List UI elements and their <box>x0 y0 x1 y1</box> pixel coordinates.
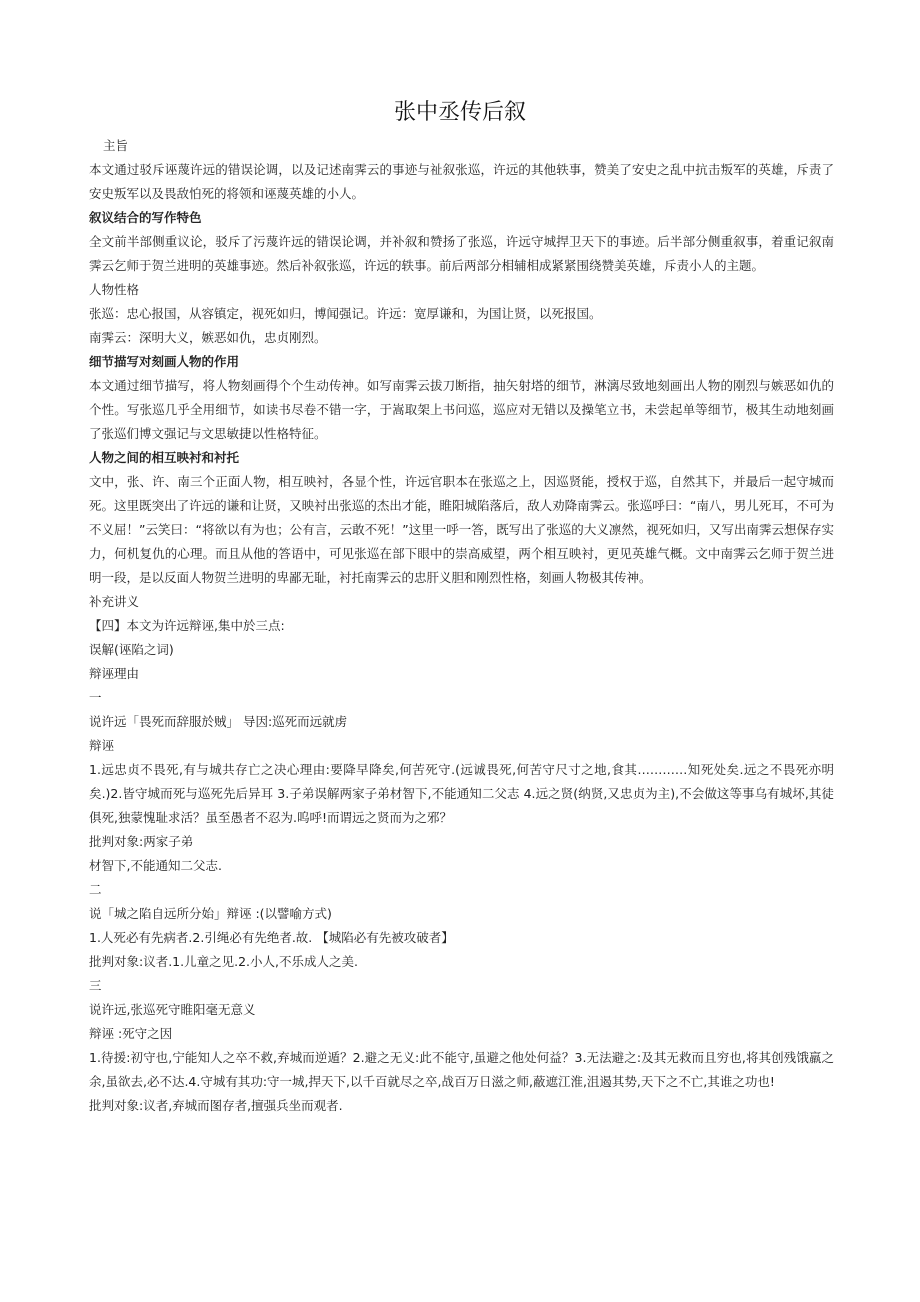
paragraph: 辩诬 :死守之因 <box>89 1026 173 1041</box>
paragraph: 材智下,不能通知二父志. <box>89 858 222 873</box>
paragraph: 批判对象:两家子弟 <box>89 834 194 849</box>
section-heading: 叙议结合的写作特色 <box>89 210 202 225</box>
paragraph: 人物性格 <box>89 282 140 297</box>
paragraph: 本文通过驳斥诬蔑许远的错误论调，以及记述南霁云的事迹与祉叙张巡，许远的其他轶事，赞美了安史之乱中抗击叛军的英雄，斥责了安史叛军以及畏敌怕死的将领和诬蔑英雄的小人。 <box>89 162 834 201</box>
paragraph: 1.待援:初守也,宁能知人之卒不救,弃城而逆遁？2.避之无义:此不能守,虽避之他处何益？3.无法避之:及其无救而且穷也,将其创残饿羸之余,虽欲去,必不达.4.守城有其功:守一城,捍天下,以千百就尽之卒,战百万日滋之师,蔽遮江淮,沮遏其势,天下之不亡,其谁之功也! <box>89 1050 834 1089</box>
paragraph: 辩诬 <box>89 738 115 753</box>
section-heading: 细节描写对刻画人物的作用 <box>89 354 240 369</box>
paragraph: 辩诬理由 <box>89 666 140 681</box>
paragraph: 批判对象:议者,弃城而图存者,擅强兵坐而观者. <box>89 1098 343 1113</box>
paragraph: 三 <box>89 978 102 993</box>
section-heading: 人物之间的相互映衬和衬托 <box>89 450 240 465</box>
paragraph: 说「城之陷自远所分始」辩诬 :(以譬喻方式) <box>89 906 332 921</box>
paragraph: 1.人死必有先病者.2.引绳必有先绝者.故. 【城陷必有先被攻破者】 <box>89 930 454 945</box>
paragraph: 主旨 <box>103 138 129 153</box>
document-body <box>89 134 834 1118</box>
paragraph: 误解(诬陷之词) <box>89 642 174 657</box>
paragraph: 说许远「畏死而辞服於贼」 导因:巡死而远就虏 <box>89 714 348 729</box>
paragraph: 批判对象:议者.1.儿童之见.2.小人,不乐成人之美. <box>89 954 358 969</box>
paragraph: 南霁云：深明大义，嫉恶如仇，忠贞刚烈。 <box>89 330 327 345</box>
paragraph: 【四】本文为许远辩诬,集中於三点: <box>89 618 285 633</box>
paragraph: 1.远忠贞不畏死,有与城共存亡之决心理由:要降早降矣,何苦死守.(远诚畏死,何苦守尺寸之地,食其…………知死处矣.远之不畏死亦明矣.)2.皆守城而死与巡死先后异耳 3.子弟误解两家子弟材智下,不能通知二父志 4.远之贤(纳贤,又忠贞为主),不会做这等事乌有城坏,其徒俱死,独蒙愧耻求活？虽至愚者不忍为.呜呼!而谓远之贤而为之邪？ <box>89 762 834 825</box>
paragraph: 补充讲义 <box>89 594 140 609</box>
paragraph: 一 <box>89 690 102 705</box>
paragraph: 文中，张、许、南三个正面人物，相互映衬，各显个性，许远官职本在张巡之上，因巡贤能，授权于巡，自然其下，并最后一起守城而死。这里既突出了许远的谦和让贤，又映衬出张巡的杰出才能，睢阳城陷落后，敌人劝降南霁云。张巡呼曰：“南八，男儿死耳，不可为不义屈！”云笑曰：“将欲以有为也；公有言，云敢不死！”这里一呼一答，既写出了张巡的大义凛然，视死如归，又写出南霁云想保存实力，何机复仇的心理。而且从他的答语中，可见张巡在部下眼中的崇高威望，两个相互映衬，更见英雄气概。文中南霁云乞师于贺兰进明一段，是以反面人物贺兰进明的卑鄙无耻，衬托南霁云的忠肝义胆和刚烈性格，刻画人物极其传神。 <box>89 474 834 585</box>
paragraph: 本文通过细节描写，将人物刻画得个个生动传神。如写南霁云拔刀断指，抽矢射塔的细节，淋漓尽致地刻画出人物的刚烈与嫉恶如仇的个性。写张巡几乎全用细节，如读书尽卷不错一字，于嵩取架上书问巡，巡应对无错以及操笔立书，未尝起单等细节，极其生动地刻画了张巡们博文强记与文思敏捷以性格特征。 <box>89 378 834 441</box>
paragraph: 全文前半部侧重议论，驳斥了污蔑许远的错误论调，并补叙和赞扬了张巡，许远守城捍卫天下的事迹。后半部分侧重叙事，着重记叙南霁云乞师于贺兰进明的英雄事迹。然后补叙张巡，许远的轶事。前后两部分相辅相成紧紧围绕赞美英雄，斥责小人的主题。 <box>89 234 834 273</box>
paragraph: 张巡：忠心报国，从容镇定，视死如归，博闻强记。许远：宽厚谦和，为国让贤，以死报国。 <box>89 306 602 321</box>
paragraph: 二 <box>89 882 102 897</box>
paragraph: 说许远,张巡死守睢阳毫无意义 <box>89 1002 256 1017</box>
document-title: 张中丞传后叙 <box>393 100 526 125</box>
